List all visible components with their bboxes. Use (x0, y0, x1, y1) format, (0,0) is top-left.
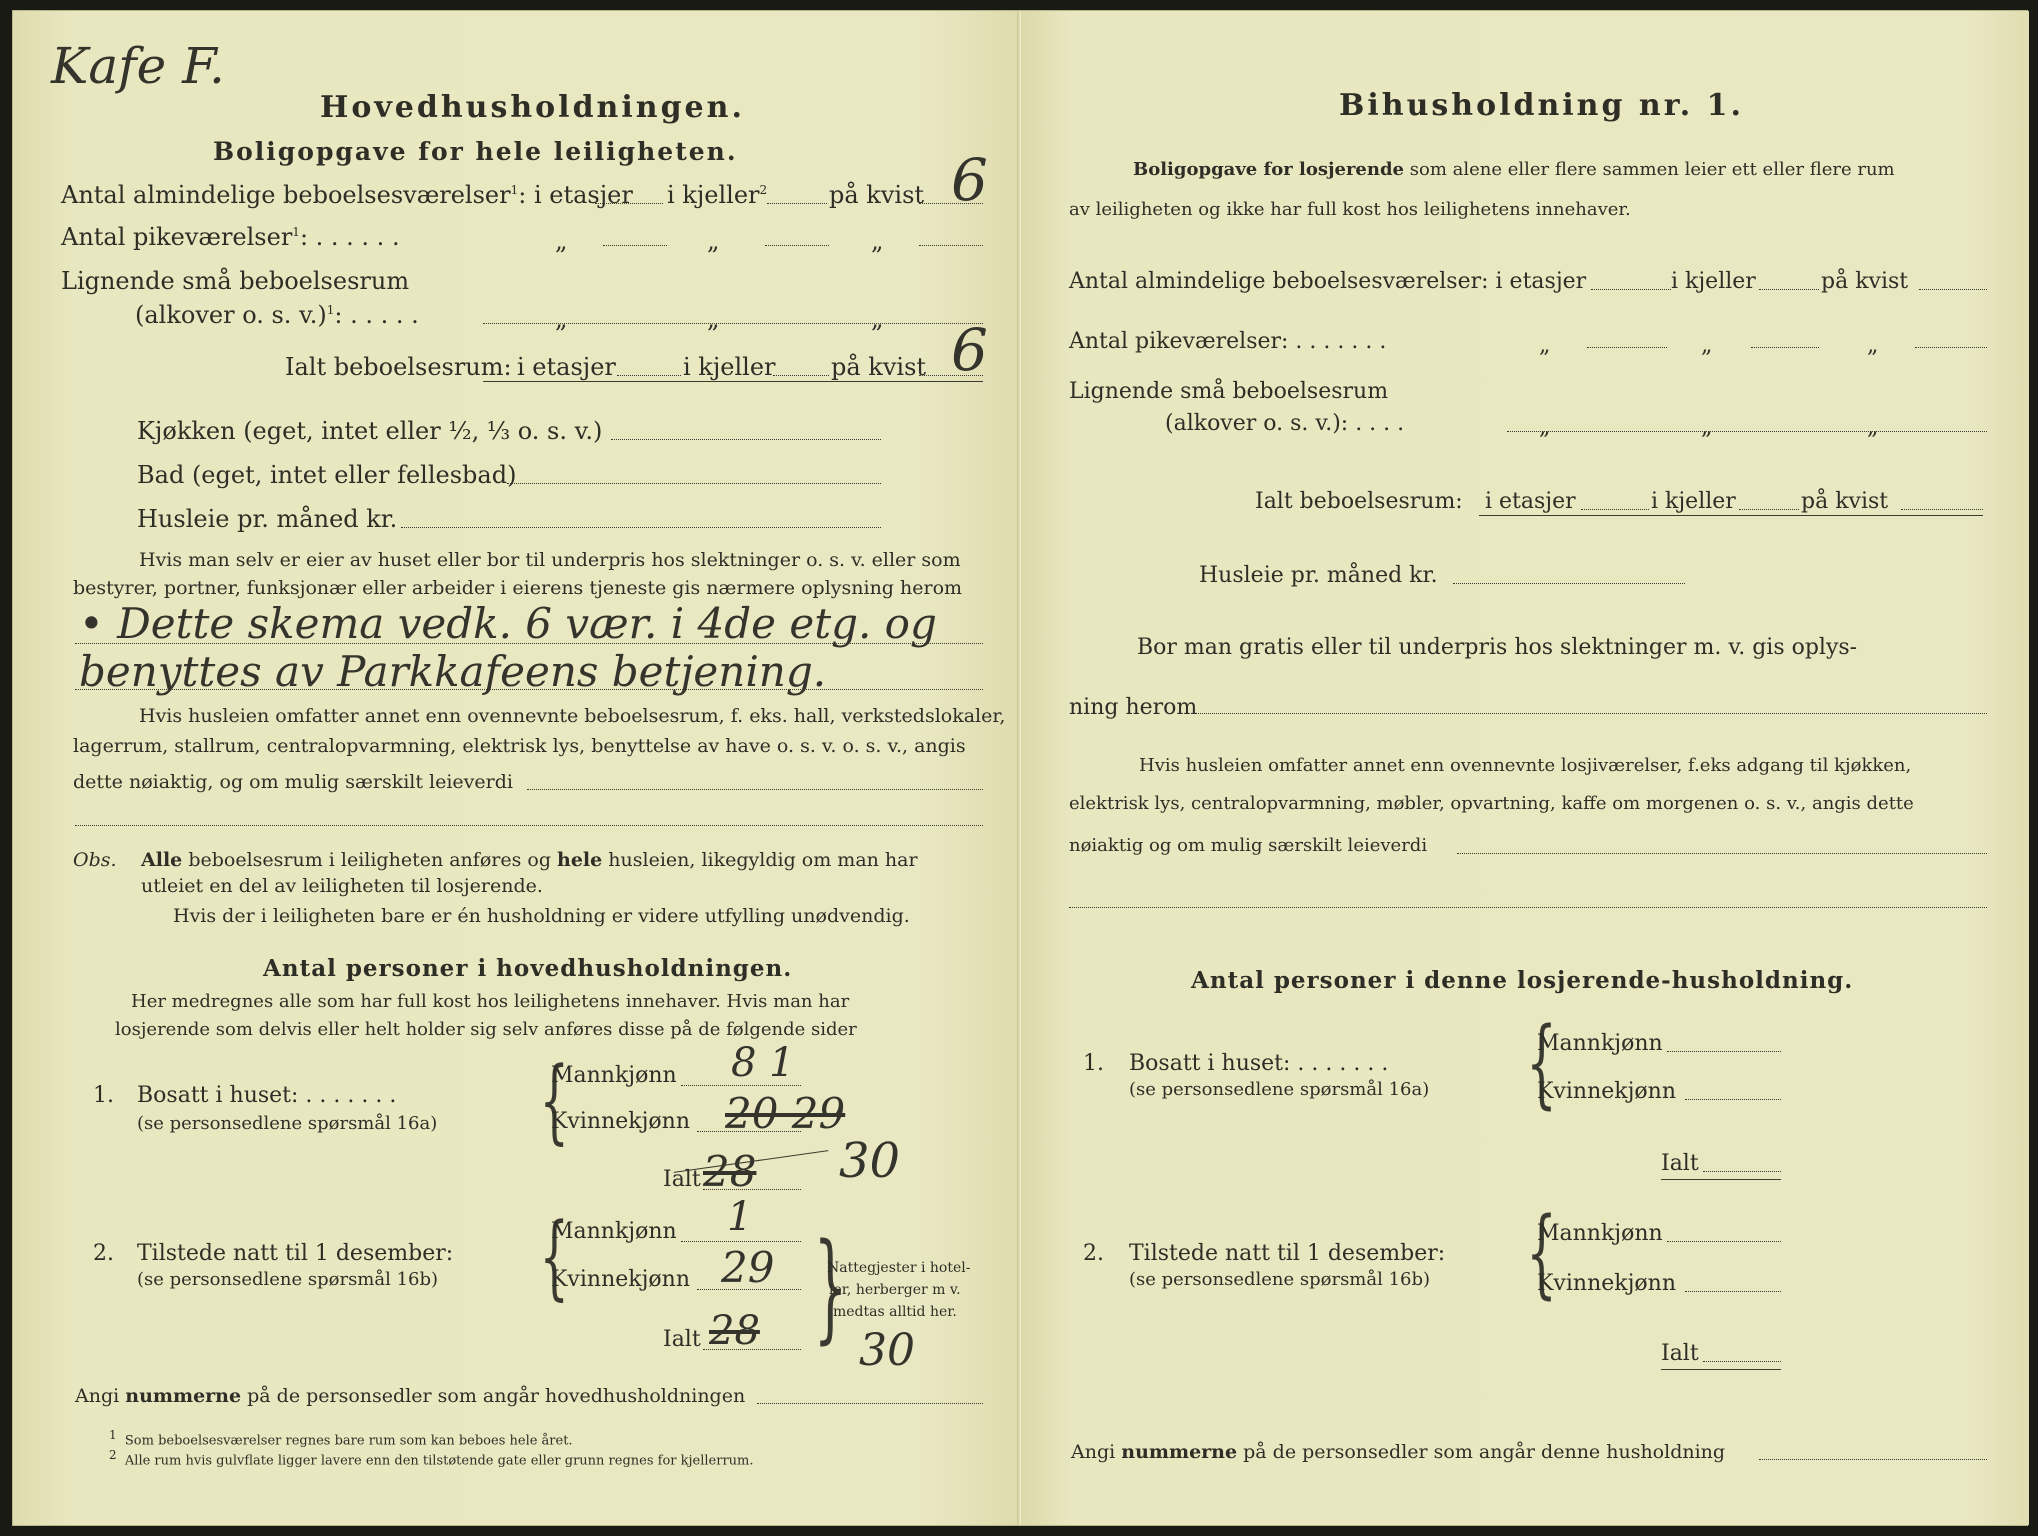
etasjer-field[interactable] (1591, 289, 1671, 290)
total-rule (1479, 515, 1983, 516)
present-sub: (se personsedlene spørsmål 16b) (137, 1269, 439, 1290)
census-form-sheet (12, 10, 2028, 1526)
present-male-value: 1 (727, 1194, 753, 1240)
resident-female-value: 20 29 (725, 1089, 846, 1138)
total-rooms-label: Ialt beboelsesrum: (1255, 489, 1463, 514)
ditto-mark: „ (871, 227, 884, 255)
persons-title: Antal personer i denne losjerende-husholdning. (1191, 967, 1854, 994)
kjeller-field[interactable] (767, 203, 827, 204)
obs-label: Obs. (73, 849, 117, 871)
maid-rooms-label: Antal pikeværelser: . . . . . . . (1069, 329, 1387, 354)
present-sub: (se personsedlene spørsmål 16b) (1129, 1269, 1431, 1290)
footnote: Som beboelsesværelser regnes bare rum som kan beboes hele året. (124, 1433, 573, 1449)
bath-field[interactable] (507, 483, 881, 484)
rent-field[interactable] (1453, 583, 1685, 584)
obs-note: utleiet en del av leiligheten til losjerende. (141, 875, 543, 897)
includes-note: elektrisk lys, centralopvarmning, møbler, opvartning, kaffe om morgenen o. s. v., angis dette (1069, 793, 1914, 814)
present-label: Tilstede natt til 1 desember: (137, 1241, 454, 1266)
person-numbers-field[interactable] (1759, 1459, 1987, 1460)
present-total-value: 28 (709, 1308, 760, 1354)
includes-note: lagerrum, stallrum, centralopvarmning, elektrisk lys, benyttelse av have o. s. v. o. s. v., angis (73, 735, 966, 757)
total-etasjer-field[interactable] (617, 375, 681, 376)
resident-female-field[interactable] (1685, 1099, 1781, 1100)
ditto-mark: „ (707, 305, 720, 333)
persons-note: Her medregnes alle som har full kost hos leilighetens innehaver. Hvis man har (131, 991, 850, 1012)
persons-note: losjerende som delvis eller helt holder sig selv anføres disse på de følgende sider (115, 1019, 857, 1040)
ditto-mark: „ (871, 305, 884, 333)
footnote: Alle rum hvis gulvflate ligger lavere enn den tilstøtende gate eller grunn regnes for kjellerrum. (124, 1453, 754, 1469)
includes-note: nøiaktig og om mulig særskilt leieverdi (1069, 835, 1428, 856)
rooms-label: Antal almindelige beboelsesværelser: i etasjer (1069, 269, 1587, 294)
kitchen-label: Kjøkken (eget, intet eller ½, ⅓ o. s. v.) (137, 417, 603, 445)
left-page: Kafe F. Hovedhusholdningen. Boligopgave for hele leiligheten. Antal almindelige beboelsesværelser$^1$: i etasjer i kjeller$^2$ på kvist 6 Antal pikeværelser$^1$: . . . . . . „ „ „ Lignende små beboelsesrum (alkover o. s. v.)$^1$: . . . . . „ „ „ Ialt beboelsesrum: i etasjer i kjeller på kvist 6 Kjøkken (eget, intet eller ½, ⅓ o. s. v.) Bad (eget, intet eller fellesbad) Husleie pr. måned kr. Hvis man selv er eier av huset eller bor til underpris hos slektninger o. s. v. eller som bestyrer, portner, funksjonær eller arbeider i eierens tjeneste gis nærmere oplysning herom • Dette skema vedk. 6 vær. i 4de etg. og benyttes av Parkkafeens betjening. Hvis husleien omfatter annet enn ovennevnte beboelsesrum, f. eks. hall, verkstedslokaler, lagerrum, stallrum, centralopvarmning, elektrisk lys, benyttelse av have o. s. v. o. s. v., angis dette nøiaktig, og om mulig særskilt leieverdi Obs. Alle beboelsesrum i leiligheten anføres og hele husleien, likegyldig om man har utleiet en del av leiligheten til losjerende. Hvis der i leiligheten bare er én husholdning er videre utfylling unødvendig. Antal personer i hovedhusholdningen. Her medregnes alle som har full kost hos leilighetens innehaver. Hvis man har losjerende som delvis eller helt holder sig selv anføres disse på de følgende sider 1. Bosatt i huset: . . . . . . . (se personsedlene spørsmål 16a) { Mannkjønn 8 1 Kvinnekjønn 20 29 Ialt 28 30 2. Tilstede natt til 1 desember: (se personsedlene spørsmål 16b) { Mannkjønn 1 Kvinnekjønn 29 Ialt 28 } Nattegjester i hotel- ler, herberger m v. medtas alltid her. 30 Angi nummerne på de personsedler som angår hovedhusholdningen 1 Som beboelsesværelser regnes bare rum som kan beboes hele året. 2 Alle rum hvis gulvflate ligger lavere enn den tilstøtende gate eller grunn regnes for kjellerrum. (13, 11, 1021, 1525)
ditto-mark: „ (555, 227, 568, 255)
free-note: Bor man gratis eller til underpris hos slektninger m. v. gis oplys- (1137, 635, 1858, 660)
rooms-etasjer-label: : i etasjer (518, 181, 633, 209)
owner-note: Hvis man selv er eier av huset eller bor til underpris hos slektninger o. s. v. eller som (139, 549, 961, 571)
present-female-value: 29 (721, 1243, 775, 1292)
rental-value-field[interactable] (527, 789, 983, 790)
total-rooms-label: Ialt beboelsesrum: (285, 353, 512, 381)
page-title: Hovedhusholdningen. (320, 90, 745, 125)
brace: { (539, 1203, 569, 1310)
persons-title: Antal personer i hovedhusholdningen. (263, 955, 793, 982)
handwritten-note: • Dette skema vedk. 6 vær. i 4de etg. og (79, 599, 937, 648)
total-kjeller-field[interactable] (1739, 509, 1799, 510)
maid-etasjer-field[interactable] (1587, 347, 1667, 348)
rental-value-field[interactable] (1457, 853, 1987, 854)
rental-value-field-2[interactable] (75, 825, 983, 826)
total-etasjer-field[interactable] (1581, 509, 1649, 510)
page-title: Bihusholdning nr. 1. (1339, 88, 1744, 123)
resident-male-field[interactable] (1667, 1051, 1781, 1052)
resident-label: Bosatt i huset: . . . . . . . (137, 1083, 397, 1108)
brace: { (539, 1047, 569, 1154)
maid-kvist-field[interactable] (919, 245, 983, 246)
resident-total-value: 28 (703, 1147, 757, 1196)
kvist-field[interactable] (1919, 289, 1987, 290)
night-guests-note: ler, herberger m v. (829, 1282, 961, 1298)
maid-etasjer-field[interactable] (603, 245, 667, 246)
resident-male-value: 8 1 (731, 1040, 795, 1086)
kjeller-field[interactable] (1759, 289, 1819, 290)
ditto-mark: „ (707, 227, 720, 255)
resident-label: Bosatt i huset: . . . . . . . (1129, 1051, 1389, 1076)
includes-note: Hvis husleien omfatter annet enn ovennevnte losjiværelser, f.eks adgang til kjøkken, (1139, 755, 1912, 776)
night-guests-note: medtas alltid her. (833, 1304, 957, 1320)
page-subtitle: Boligopgave for hele leiligheten. (213, 137, 738, 166)
right-page: Bihusholdning nr. 1. Boligopgave for losjerende som alene eller flere sammen leier ett eller flere rum av leiligheten og ikke har full kost hos leilighetens innehaver. Antal almindelige beboelsesværelser: i etasjer i kjeller på kvist Antal pikeværelser: . . . . . . . „ „ „ Lignende små beboelsesrum (alkover o. s. v.): . . . . „ „ „ Ialt beboelsesrum: i etasjer i kjeller på kvist Husleie pr. måned kr. Bor man gratis eller til underpris hos slektninger m. v. gis oplys- ning herom Hvis husleien omfatter annet enn ovennevnte losjiværelser, f.eks adgang til kjøkken, elektrisk lys, centralopvarmning, møbler, opvartning, kaffe om morgenen o. s. v., angis dette nøiaktig og om mulig særskilt leieverdi Antal personer i denne losjerende-husholdning. 1. Bosatt i huset: . . . . . . . (se personsedlene spørsmål 16a) { Mannkjønn Kvinnekjønn Ialt 2. Tilstede natt til 1 desember: (se personsedlene spørsmål 16b) { Mannkjønn Kvinnekjønn Ialt Angi nummerne på de personsedler som angår denne husholdning (1021, 11, 2029, 1525)
ditto-mark: „ (555, 305, 568, 333)
total-rule (483, 381, 983, 382)
total-kvist-field[interactable] (1901, 509, 1983, 510)
owner-note: bestyrer, portner, funksjonær eller arbeider i eierens tjeneste gis nærmere oplysning herom (73, 577, 963, 599)
kjeller-label: i kjeller (667, 181, 760, 209)
brace: { (1526, 1197, 1557, 1309)
rent-field[interactable] (401, 527, 881, 528)
night-guests-note: Nattegjester i hotel- (827, 1260, 971, 1276)
total-kvist-value: 6 (951, 316, 988, 384)
maid-rooms-label: Antal pikeværelser (61, 223, 293, 251)
maid-kjeller-field[interactable] (765, 245, 829, 246)
present-total-corrected: 30 (859, 1325, 915, 1376)
intro-bold: Boligopgave for losjerende (1133, 159, 1405, 180)
free-note: ning herom (1069, 695, 1198, 720)
kvist-label: på kvist (829, 181, 925, 209)
present-male-field[interactable] (1667, 1241, 1781, 1242)
handwritten-annotation: Kafe F. (51, 37, 225, 95)
brace: } (813, 1217, 848, 1355)
rent-label: Husleie pr. måned kr. (1199, 563, 1438, 588)
kvist-value: 6 (951, 146, 988, 214)
includes-note: Hvis husleien omfatter annet enn ovennevnte beboelsesrum, f. eks. hall, verkstedslokaler, (139, 705, 1006, 727)
rooms-label: Antal almindelige beboelsesværelser (61, 181, 511, 209)
similar-rooms-field[interactable] (1507, 431, 1987, 432)
brace: { (1526, 1007, 1557, 1119)
person-numbers-field[interactable] (757, 1403, 983, 1404)
bath-label: Bad (eget, intet eller fellesbad) (137, 461, 517, 489)
etasjer-field[interactable] (595, 203, 663, 204)
resident-total-field[interactable] (1703, 1171, 1781, 1172)
similar-rooms-label: Lignende små beboelsesrum (1069, 379, 1389, 404)
present-male-field[interactable] (681, 1241, 801, 1242)
present-label: Tilstede natt til 1 desember: (1129, 1241, 1446, 1266)
intro-text: av leiligheten og ikke har full kost hos leilighetens innehaver. (1069, 199, 1631, 220)
present-female-field[interactable] (1685, 1291, 1781, 1292)
kitchen-field[interactable] (611, 439, 881, 440)
maid-kvist-field[interactable] (1915, 347, 1987, 348)
total-kjeller-field[interactable] (773, 375, 829, 376)
maid-kjeller-field[interactable] (1751, 347, 1819, 348)
similar-rooms-label: Lignende små beboelsesrum (61, 267, 410, 295)
handwritten-note: benyttes av Parkkafeens betjening. (79, 647, 827, 696)
obs-note: Hvis der i leiligheten bare er én husholdning er videre utfylling unødvendig. (173, 905, 910, 927)
rent-label: Husleie pr. måned kr. (137, 505, 398, 533)
resident-sub: (se personsedlene spørsmål 16a) (1129, 1079, 1430, 1100)
resident-sub: (se personsedlene spørsmål 16a) (137, 1113, 438, 1134)
resident-total-corrected: 30 (839, 1133, 901, 1189)
present-total-field[interactable] (1703, 1361, 1781, 1362)
free-info-field[interactable] (1191, 713, 1987, 714)
rental-value-field-2[interactable] (1069, 907, 1987, 908)
includes-note: dette nøiaktig, og om mulig særskilt leieverdi (73, 771, 513, 793)
